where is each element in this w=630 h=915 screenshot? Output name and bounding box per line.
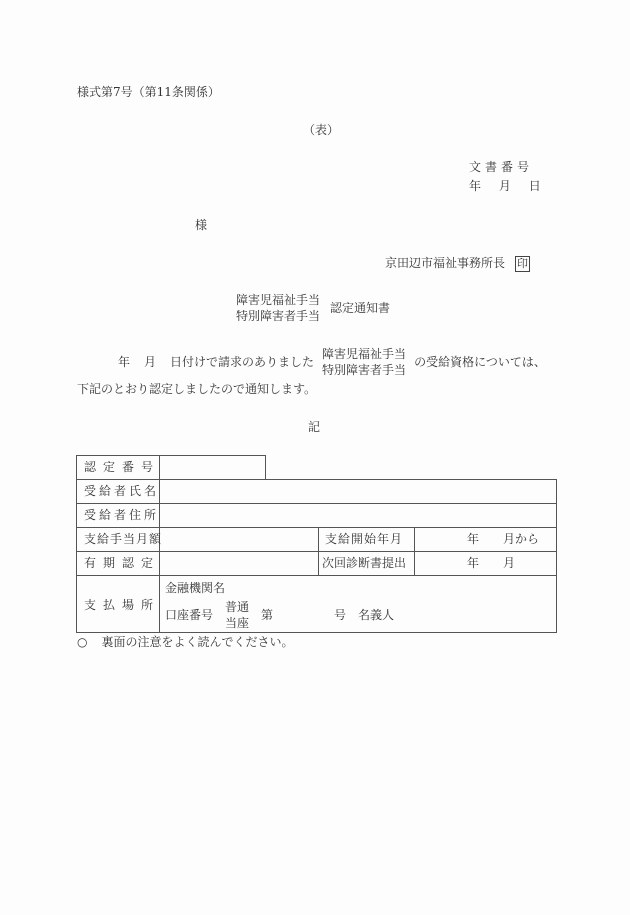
table-border — [76, 455, 266, 456]
fixed-term-label: 有期認定 — [84, 556, 161, 570]
body-line-2: 下記のとおり認定しましたので通知します。 — [77, 382, 317, 396]
account-type-2: 当座 — [225, 616, 250, 630]
date-day: 日 — [528, 179, 541, 193]
account-holder-label: 名義人 — [358, 608, 395, 622]
ki-label: 記 — [308, 420, 321, 434]
table-border — [76, 455, 77, 633]
notice — [77, 636, 294, 648]
recipient-name-field[interactable] — [165, 485, 550, 499]
seal-mark: 印 — [517, 257, 529, 270]
circle-bullet-icon: ○ — [77, 635, 88, 649]
document-title — [236, 292, 390, 324]
table-border — [76, 479, 557, 480]
next-diagnosis-label: 次回診断書提出 — [322, 556, 407, 570]
notice-text: 裏面の注意をよく読んでください。 — [101, 635, 294, 649]
body-line1-post: の受給資格については、 — [414, 355, 546, 369]
table-border — [76, 503, 557, 504]
table-border — [318, 527, 319, 575]
title-allowance-1: 障害児福祉手当 — [236, 293, 321, 307]
payment-start-label: 支給開始年月 — [325, 532, 404, 546]
issuer-name: 京田辺市福祉事務所長 — [385, 256, 506, 270]
account-no-prefix: 第 — [261, 608, 274, 622]
monthly-amount-field[interactable] — [165, 533, 313, 547]
addressee-suffix: 様 — [195, 218, 208, 232]
date-month: 月 — [498, 179, 511, 193]
bank-name-label: 金融機関名 — [165, 581, 226, 595]
body-month: 月 — [144, 355, 157, 369]
form-id: 様式第7号（第11条関係） — [77, 85, 220, 99]
payment-start-year: 年 — [467, 532, 480, 546]
next-diagnosis-year: 年 — [467, 556, 480, 570]
side-label: （表） — [303, 123, 340, 137]
body-allowance-stack — [322, 346, 406, 378]
table-border — [76, 575, 557, 576]
payment-start-month: 月から — [503, 532, 540, 546]
monthly-amount-label: 支給手当月額 — [84, 532, 163, 546]
recipient-address-field[interactable] — [165, 509, 550, 523]
title-allowance-2: 特別障害者手当 — [236, 309, 321, 323]
title-allowance-stack — [236, 292, 320, 324]
table-border — [76, 632, 557, 633]
account-type-1: 普通 — [225, 600, 250, 614]
account-number-label: 口座番号 — [165, 608, 214, 622]
fixed-term-field[interactable] — [165, 557, 313, 571]
body-allowance-1: 障害児福祉手当 — [322, 347, 407, 361]
body-line-1 — [118, 346, 546, 378]
body-year: 年 — [118, 355, 131, 369]
issuer — [385, 256, 530, 272]
body-line1-pre: 日付けで請求のありました — [170, 355, 315, 369]
table-border — [76, 527, 557, 528]
table-border — [265, 455, 266, 479]
body-allowance-2: 特別障害者手当 — [322, 363, 407, 377]
document-number-label: 文書番号 — [469, 160, 534, 174]
cert-number-field[interactable] — [165, 461, 260, 475]
recipient-address-label: 受給者住所 — [84, 508, 160, 522]
table-border — [76, 551, 557, 552]
table-border — [556, 479, 557, 633]
cert-number-label: 認定番号 — [84, 460, 161, 474]
date-year: 年 — [469, 179, 482, 193]
account-no-suffix: 号 — [334, 608, 347, 622]
document-date — [469, 180, 541, 192]
title-main: 認定通知書 — [330, 301, 391, 315]
payment-place-label: 支払場所 — [84, 598, 161, 612]
table-border — [414, 527, 415, 575]
recipient-name-label: 受給者氏名 — [84, 484, 160, 498]
next-diagnosis-month: 月 — [503, 556, 516, 570]
